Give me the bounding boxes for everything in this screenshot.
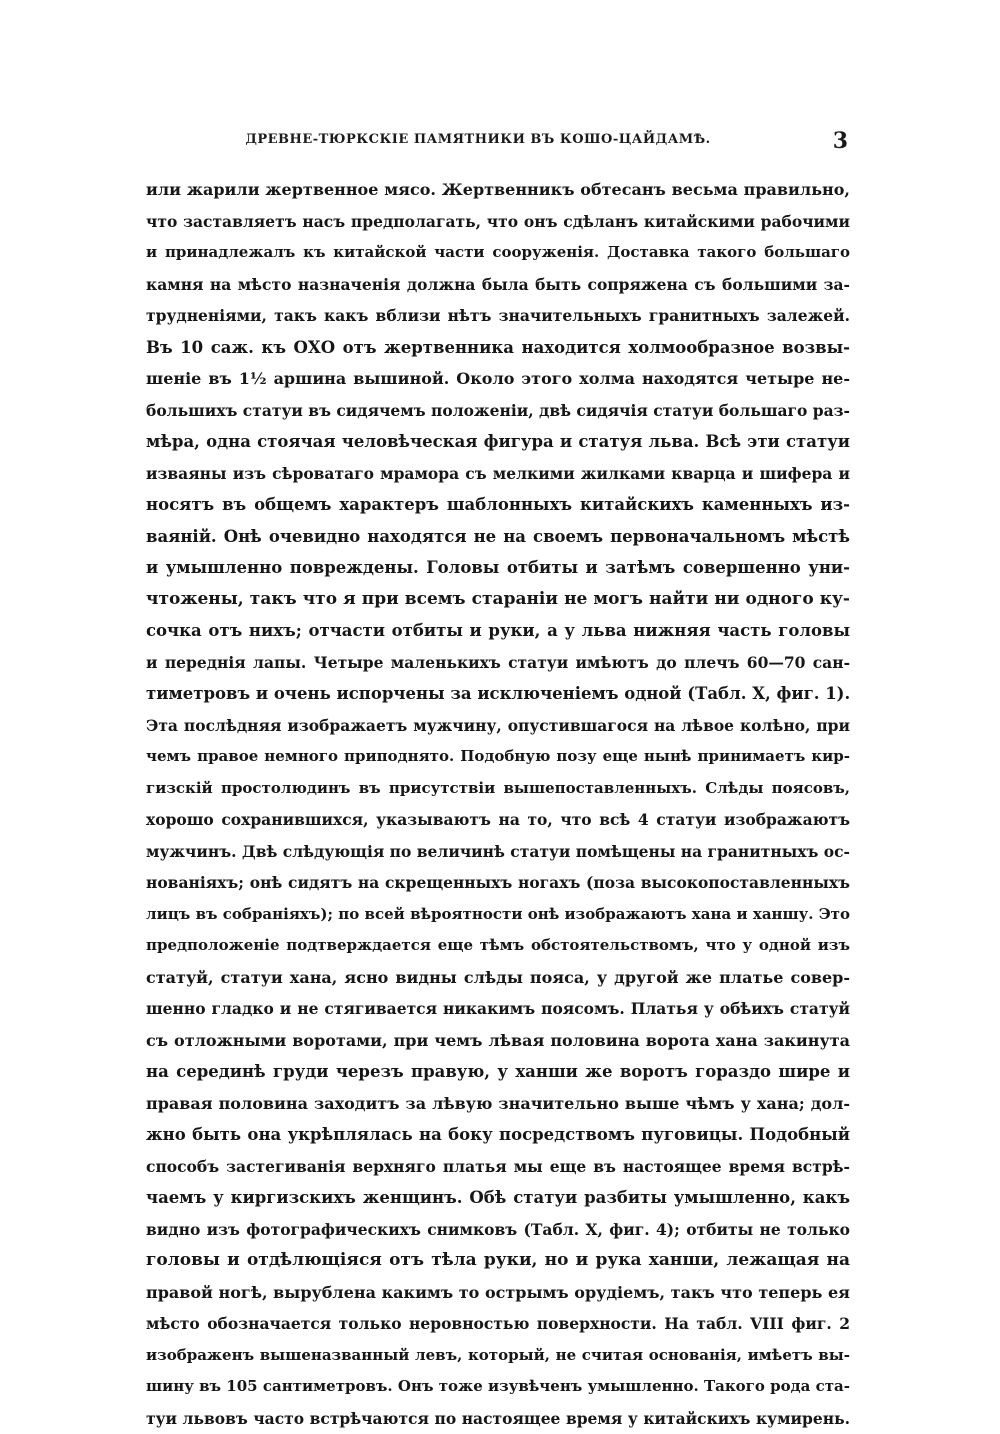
text-line: нованіяхъ; онѣ сидятъ на скрещенныхъ ногахъ (поза высокопоставленныхъ	[146, 867, 850, 899]
body-text	[146, 174, 850, 1434]
text-line: на серединѣ груди черезъ правую, у ханши же воротъ гораздо шире и	[146, 1056, 850, 1088]
text-line: и принадлежалъ къ китайской части сооруженія. Доставка такого большаго	[146, 237, 850, 269]
text-line: видно изъ фотографическихъ снимковъ (Табл. X, фиг. 4); отбиты не только	[146, 1214, 850, 1246]
text-line: правая половина заходитъ за лѣвую значительно выше чѣмъ у хана; дол-	[146, 1088, 850, 1120]
text-line: Въ 10 саж. къ ОХО отъ жертвенника находится холмообразное возвы-	[146, 332, 850, 364]
running-title: ДРЕВНЕ-ТЮРКСКІЕ ПАМЯТНИКИ ВЪ КОШО-ЦАЙДАМѢ.	[148, 132, 808, 147]
text-line: правой ногѣ, вырублена какимъ то острымъ орудіемъ, такъ что теперь ея	[146, 1277, 850, 1309]
text-line: головы и отдѣлющіяся отъ тѣла руки, но и рука ханши, лежащая на	[146, 1245, 850, 1277]
text-line: статуй, статуи хана, ясно видны слѣды пояса, у другой же платье совер-	[146, 962, 850, 994]
text-line: большихъ статуи въ сидячемъ положеніи, двѣ сидячія статуи большаго раз-	[146, 395, 850, 427]
text-line: хорошо сохранившихся, указываютъ на то, что всѣ 4 статуи изображаютъ	[146, 804, 850, 836]
text-line: чемъ правое немного приподнято. Подобную позу еще нынѣ принимаетъ кир-	[146, 741, 850, 773]
text-line: способъ застегиванія верхняго платья мы еще въ настоящее время встрѣ-	[146, 1151, 850, 1183]
text-line: камня на мѣсто назначенія должна была быть сопряжена съ большими за-	[146, 269, 850, 301]
text-line: ваяній. Онѣ очевидно находятся не на своемъ первоначальномъ мѣстѣ	[146, 521, 850, 553]
text-line: изваяны изъ сѣроватаго мрамора съ мелкими жилками кварца и шифера и	[146, 458, 850, 490]
text-line: и умышленно повреждены. Головы отбиты и затѣмъ совершенно уни-	[146, 552, 850, 584]
text-line: жно быть она укрѣплялась на боку посредствомъ пуговицы. Подобный	[146, 1119, 850, 1151]
text-line: чаемъ у киргизскихъ женщинъ. Обѣ статуи разбиты умышленно, какъ	[146, 1182, 850, 1214]
text-line: лицъ въ собраніяхъ); по всей вѣроятности онѣ изображаютъ хана и ханшу. Это	[146, 899, 850, 931]
text-line: шеніе въ 1½ аршина вышиной. Около этого холма находятся четыре не-	[146, 363, 850, 395]
text-line: шенно гладко и не стягивается никакимъ поясомъ. Платья у обѣихъ статуй	[146, 993, 850, 1025]
text-line: чтожены, такъ что я при всемъ стараніи не могъ найти ни одного ку-	[146, 584, 850, 616]
page-number: 3	[833, 128, 848, 154]
text-line: съ отложными воротами, при чемъ лѣвая половина ворота хана закинута	[146, 1025, 850, 1057]
text-line: тиметровъ и очень испорчены за исключеніемъ одной (Табл. X, фиг. 1).	[146, 678, 850, 710]
text-line: мѣсто обозначается только неровностью поверхности. На табл. VIII фиг. 2	[146, 1308, 850, 1340]
text-line: мѣра, одна стоячая человѣческая фигура и статуя льва. Всѣ эти статуи	[146, 426, 850, 458]
text-line: мужчинъ. Двѣ слѣдующія по величинѣ статуи помѣщены на гранитныхъ ос-	[146, 836, 850, 868]
text-line: изображенъ вышеназванный левъ, который, не считая основанія, имѣетъ вы-	[146, 1340, 850, 1372]
text-line: Эта послѣдняя изображаетъ мужчину, опустившагося на лѣвое колѣно, при	[146, 710, 850, 742]
text-line: сочка отъ нихъ; отчасти отбиты и руки, а у льва нижняя часть головы	[146, 615, 850, 647]
text-line: гизскій простолюдинъ въ присутствіи вышепоставленныхъ. Слѣды поясовъ,	[146, 773, 850, 805]
text-line: что заставляетъ насъ предполагать, что онъ сдѣланъ китайскими рабочими	[146, 206, 850, 238]
text-line: трудненіями, такъ какъ вблизи нѣтъ значительныхъ гранитныхъ залежей.	[146, 300, 850, 332]
text-line: или жарили жертвенное мясо. Жертвенникъ обтесанъ весьма правильно,	[146, 174, 850, 206]
text-line: и переднія лапы. Четыре маленькихъ статуи имѣютъ до плечъ 60—70 сан-	[146, 647, 850, 679]
text-line: предположеніе подтверждается еще тѣмъ обстоятельствомъ, что у одной изъ	[146, 930, 850, 962]
text-line: шину въ 105 сантиметровъ. Онъ тоже изувѣченъ умышленно. Такого рода ста-	[146, 1371, 850, 1403]
text-line: носятъ въ общемъ характеръ шаблонныхъ китайскихъ каменныхъ из-	[146, 489, 850, 521]
page-header	[148, 128, 848, 158]
text-line: туи львовъ часто встрѣчаются по настоящее время у китайскихъ кумирень.	[146, 1403, 850, 1434]
